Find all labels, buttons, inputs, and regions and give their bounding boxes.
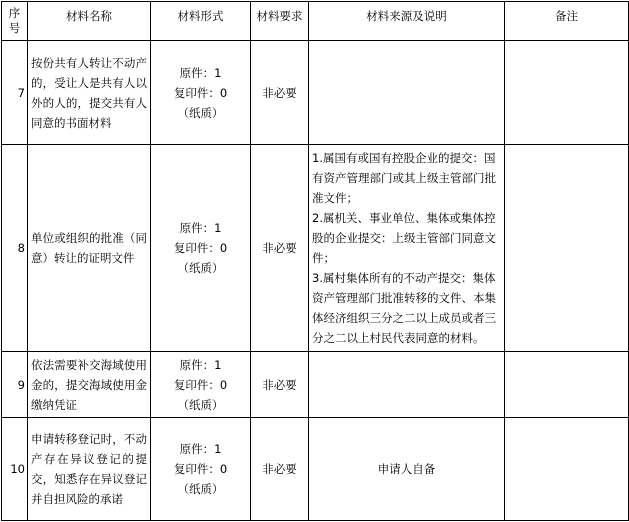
form-medium: （纸质） (177, 105, 224, 120)
header-row (2, 2, 629, 41)
row-requirement: 非必要 (251, 418, 309, 521)
form-copy-count: 复印件：0 (173, 462, 228, 476)
row-material-name: 按份共有人转让不动产的，受让人是共有人以外的人的，提交共有人同意的书面材料 (28, 41, 151, 145)
form-medium: （纸质） (177, 397, 224, 412)
form-copy-count: 复印件：0 (173, 241, 228, 255)
row-form (151, 145, 251, 352)
row-form (151, 41, 251, 145)
row-remark (505, 352, 629, 418)
row-source (309, 145, 505, 352)
materials-table (1, 1, 629, 521)
row-seq: 9 (2, 352, 28, 418)
header-remark: 备注 (505, 2, 629, 41)
table-row (2, 418, 629, 521)
form-medium: （纸质） (177, 482, 224, 496)
row-source: 申请人自备 (309, 418, 505, 521)
form-copy-count: 复印件：0 (173, 377, 228, 392)
row-requirement: 非必要 (251, 352, 309, 418)
header-name: 材料名称 (28, 2, 151, 41)
table-row (2, 145, 629, 352)
table-row (2, 352, 629, 418)
source-item-1: 1.属国有或国有控股企业的提交：国有资产管理部门或其上级主管部门批准文件； (312, 151, 496, 205)
row-source (309, 41, 505, 145)
row-source (309, 352, 505, 418)
table-row (2, 41, 629, 145)
row-seq: 7 (2, 41, 28, 145)
header-requirement: 材料要求 (251, 2, 309, 41)
header-form: 材料形式 (151, 2, 251, 41)
row-remark (505, 41, 629, 145)
row-material-name: 依法需要补交海域使用金的，提交海域使用金缴纳凭证 (28, 352, 151, 418)
form-medium: （纸质） (177, 261, 224, 275)
header-source: 材料来源及说明 (309, 2, 505, 41)
row-seq: 10 (2, 418, 28, 521)
row-remark (505, 418, 629, 521)
form-original-count: 原件：1 (179, 357, 222, 372)
header-seq (2, 2, 28, 41)
form-original-count: 原件：1 (179, 442, 222, 456)
row-remark (505, 145, 629, 352)
row-seq: 8 (2, 145, 28, 352)
form-original-count: 原件：1 (179, 65, 222, 80)
row-form (151, 418, 251, 521)
source-item-2: 2.属机关、事业单位、集体或集体控股的企业提交：上级主管部门同意文件； (312, 211, 496, 265)
header-seq-line1: 序 (8, 6, 21, 20)
row-form (151, 352, 251, 418)
header-seq-line2: 号 (8, 21, 21, 35)
row-material-name: 单位或组织的批准（同意）转让的证明文件 (28, 145, 151, 352)
form-original-count: 原件：1 (179, 221, 222, 235)
row-requirement: 非必要 (251, 41, 309, 145)
row-requirement: 非必要 (251, 145, 309, 352)
row-material-name: 申请转移登记时，不动产存在异议登记的提交，知悉存在异议登记并自担风险的承诺 (28, 418, 151, 521)
form-copy-count: 复印件：0 (173, 85, 228, 100)
source-item-3: 3.属村集体所有的不动产提交：集体资产管理部门批准转移的文件、本集体经济组织三分之二以上成员或者三分之二以上村民代表同意的材料。 (312, 271, 496, 345)
